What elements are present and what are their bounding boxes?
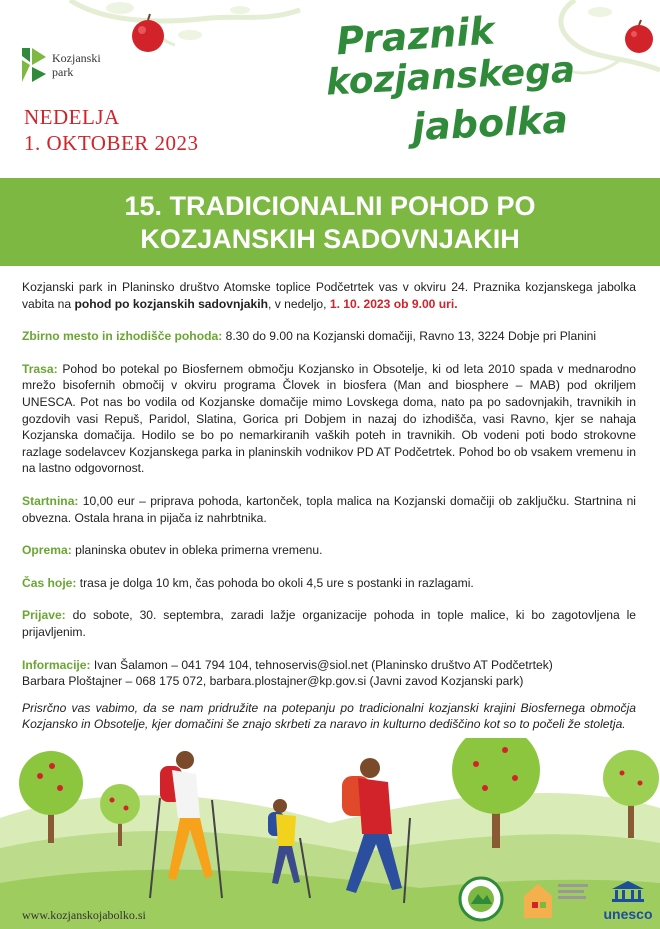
signup-text: do sobote, 30. septembra, zaradi lažje organizacije pohoda in tople malice, ki bo zagotovljena le prijavljenim. (22, 608, 636, 639)
time-text: trasa je dolga 10 km, čas pohoda bo okoli 4,5 ure s postanki in razlagami. (76, 575, 474, 590)
fee-paragraph (22, 493, 636, 526)
unesco-label: unesco (603, 906, 653, 922)
event-date-text: 1. OKTOBER 2023 (24, 131, 199, 155)
park-logo-icon (22, 48, 46, 82)
time-paragraph (22, 575, 636, 592)
unesco-logo (598, 880, 658, 921)
event-title-line2: KOZJANSKIH SADOVNJAKIH (140, 224, 520, 254)
logo-line2: park (52, 65, 74, 79)
route-text: Pohod bo potekal po Biosfernem območju Kozjansko in Obsotelje, ki od leta 2010 spada v mednarodno mrežo bisofernih območij v okviru programa Človek in biosfera (Man and biosphere – MAB) pod okriljem UNESCA. Pot nas bo vodila od Kozjanske domačije mimo Lovskega doma, nato pa po sadovnjakih, travnikih in gozdovih vasi Repuš, Paridol, Slatina, Gorica pri Dobjem in nazaj do izhodišča, vasi Ravno, kjer se nahaja Kozjanska domačija. Hodilo se bo po nemarkiranih vaških poteh in travnikih. Ob vodeni poti bodo strokovne razlage sodelavcev Kozjanskega parka in planinskih vodnikov PD AT Podčetrtek. Pohod bo ob vsakem vremenu in na lastno odgovornost. (22, 361, 636, 476)
unesco-temple-icon (611, 880, 645, 902)
meeting-label: Zbirno mesto in izhodišče pohoda: (22, 329, 223, 344)
intro-paragraph (22, 279, 636, 312)
gear-text: planinska obutev in obleka primerna vremenu. (71, 543, 323, 558)
biosphere-logo (520, 878, 592, 922)
intro-text-2: , v nedeljo, (267, 296, 330, 311)
signup-label: Prijave: (22, 608, 66, 623)
route-label: Trasa: (22, 361, 58, 376)
info-contact-1: Ivan Šalamon – 041 794 104, tehnoservis@siol.net (Planinsko društvo AT Podčetrtek) (90, 657, 553, 672)
festival-title (325, 8, 578, 150)
fee-text: 10,00 eur – priprava pohoda, kartonček, topla malica na Kozjanski domačiji ob zaključku. Startnina ni obvezna. Ostala hrana in pijača iz nahrbtnika. (22, 493, 636, 525)
intro-text: Kozjanski park in Planinsko društvo Atomske toplice Podčetrtek vas v okviru 24. Praznika kozjanskega jabolka vabita na (22, 280, 636, 311)
event-day: NEDELJA (24, 105, 120, 129)
event-title-line1: 15. TRADICIONALNI POHOD PO (124, 191, 536, 221)
info-paragraph (22, 657, 636, 690)
logo-line1: Kozjanski (52, 51, 101, 65)
event-title (0, 178, 660, 256)
apple-illustration (622, 18, 656, 56)
intro-datetime: 1. 10. 2023 ob 9.00 uri. (329, 296, 458, 311)
route-paragraph (22, 361, 636, 477)
meeting-paragraph (22, 328, 636, 345)
planinsko-drustvo-logo (458, 876, 504, 922)
website-link[interactable]: www.kozjanskojabolko.si (22, 908, 146, 922)
title-line2: kozjanskega (325, 49, 577, 104)
title-line1: Praznik (334, 8, 496, 64)
event-description (22, 279, 636, 749)
signup-paragraph (22, 607, 636, 640)
info-contact-2: Barbara Ploštajner – 068 175 072, barbara.plostajner@kp.gov.si (Javni zavod Kozjanski park) (22, 674, 524, 689)
event-date (24, 104, 199, 156)
gear-paragraph (22, 542, 636, 559)
event-banner (0, 178, 660, 266)
intro-bold: pohod po kozjanskih sadovnjakih (74, 296, 268, 311)
fee-label: Startnina: (22, 493, 79, 508)
meeting-text: 8.30 do 9.00 na Kozjanski domačiji, Ravno 13, 3224 Dobje pri Planini (222, 329, 597, 344)
info-label: Informacije: (22, 657, 91, 672)
gear-label: Oprema: (22, 543, 72, 558)
title-line3: jabolka (410, 97, 569, 150)
apple-illustration (128, 12, 168, 54)
kozjanski-park-logo (22, 48, 101, 82)
closing-paragraph: Prisrčno vas vabimo, da se nam pridružite na potepanju po tradicionalni kozjanski krajini Biosfernega območja Kozjansko in Obsotelje, kjer domačini še znajo skrbeti za naravo in kulturno dediščino kot so to počeli že stoletja. (22, 700, 636, 732)
time-label: Čas hoje: (22, 575, 77, 590)
